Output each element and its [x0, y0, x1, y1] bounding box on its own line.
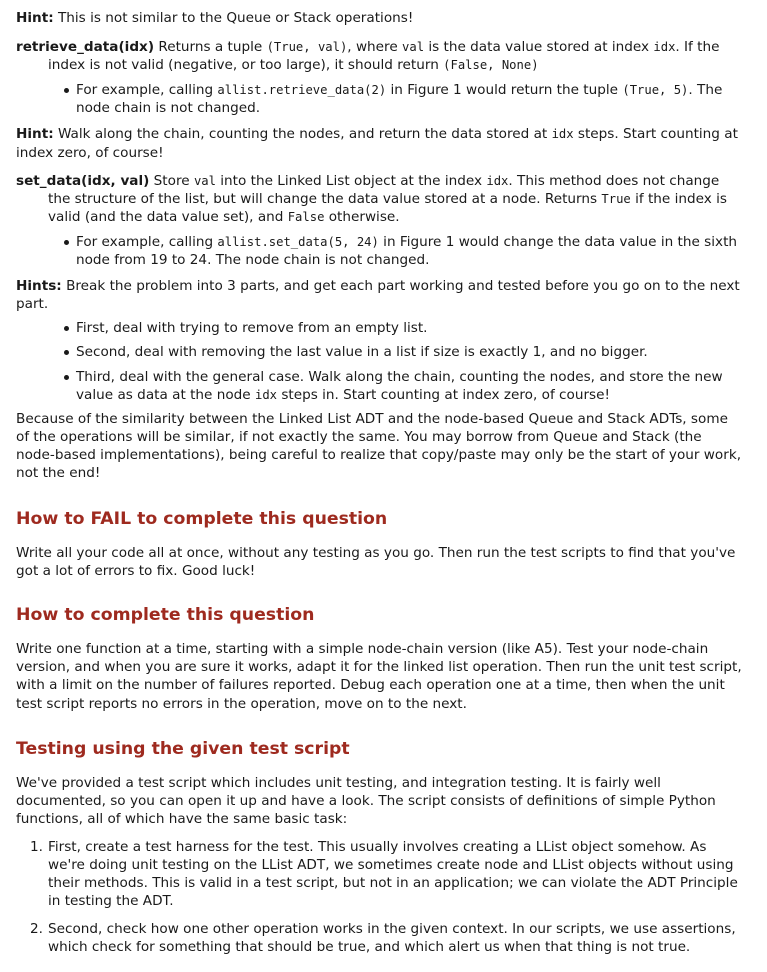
- retrieve-example-list: [16, 81, 742, 117]
- fail-heading: How to FAIL to complete this question: [16, 509, 388, 530]
- set-hints: Hints: Break the problem into 3 parts, and get each part working and tested before you go on to the next part.: [16, 278, 740, 313]
- retrieve-hint: Hint: Walk along the chain, counting the nodes, and return the data stored at idx steps. Start counting at index zero, of course!: [16, 126, 738, 161]
- item-number: 2.: [30, 921, 43, 938]
- list-item: For example, calling allist.retrieve_data(2) in Figure 1 would return the tuple (True, 5). The node chain is not changed.: [76, 81, 742, 117]
- method-name: set_data(idx, val): [16, 172, 150, 189]
- set-data-definition: set_data(idx, val) Store val into the Linked List object at the index idx. This method does not change the structure of the list, but will change the data value stored at a node. Returns True if the index is valid (and the data value set), and False otherwise.: [16, 172, 727, 225]
- set-example-list: [16, 233, 742, 269]
- testing-steps-list: [16, 838, 742, 957]
- item-number: 1.: [30, 838, 43, 855]
- list-item: Second, deal with removing the last value in a list if size is exactly 1, and no bigger.: [76, 343, 742, 361]
- fail-paragraph: Write all your code all at once, without any testing as you go. Then run the test scripts to find that you've got a lot of errors to fix. Good luck!: [16, 545, 736, 580]
- list-item: First, deal with trying to remove from an empty list.: [76, 319, 742, 337]
- list-item: 1. First, create a test harness for the test. This usually involves creating a LList object somehow. As we're doing unit testing on the LList ADT, we sometimes create node and LList objects without using their methods. This is valid in a test script, but not in an application; we can violate the ADT Principle in testing the ADT.: [30, 838, 738, 910]
- hint-top: Hint: This is not similar to the Queue or Stack operations!: [16, 10, 414, 26]
- retrieve-data-definition: retrieve_data(idx) Returns a tuple (True, val), where val is the data value stored at index idx. If the index is not valid (negative, or too large), it should return (False, None): [16, 39, 720, 74]
- testing-heading: Testing using the given test script: [16, 738, 350, 759]
- hint-label: Hint:: [16, 10, 54, 26]
- complete-paragraph: Write one function at a time, starting with a simple node-chain version (like A5). Test your node-chain version, and when you are sure it works, adapt it for the linked list operation. Then run the unit test script, with a limit on the number of failures reported. Debug each operation one at a time, then when the unit test script reports no errors in the operation, move on to the next.: [16, 641, 742, 712]
- list-item: Third, deal with the general case. Walk along the chain, counting the nodes, and store the new value as data at the node idx steps in. Start counting at index zero, of course!: [76, 368, 742, 404]
- list-item: For example, calling allist.set_data(5, 24) in Figure 1 would change the data value in the sixth node from 19 to 24. The node chain is not changed.: [76, 233, 742, 269]
- set-parts-list: [16, 319, 742, 403]
- method-name: retrieve_data(idx): [16, 39, 155, 56]
- testing-paragraph: We've provided a test script which includes unit testing, and integration testing. It is fairly well documented, so you can open it up and have a look. The script consists of definitions of simple Python functions, all of which have the same basic task:: [16, 774, 716, 827]
- complete-heading: How to complete this question: [16, 605, 315, 626]
- similarity-paragraph: Because of the similarity between the Linked List ADT and the node-based Queue and Stack ADTs, some of the operations will be similar, if not exactly the same. You may borrow from Queue and Stack (the node-based implementations), being careful to realize that copy/paste may only be the start of your work, not the end!: [16, 410, 742, 481]
- document-page: [16, 9, 742, 956]
- list-item: 2. Second, check how one other operation works in the given context. In our scripts, we use assertions, which check for something that should be true, and which alert us when that thing is not true.: [30, 921, 736, 956]
